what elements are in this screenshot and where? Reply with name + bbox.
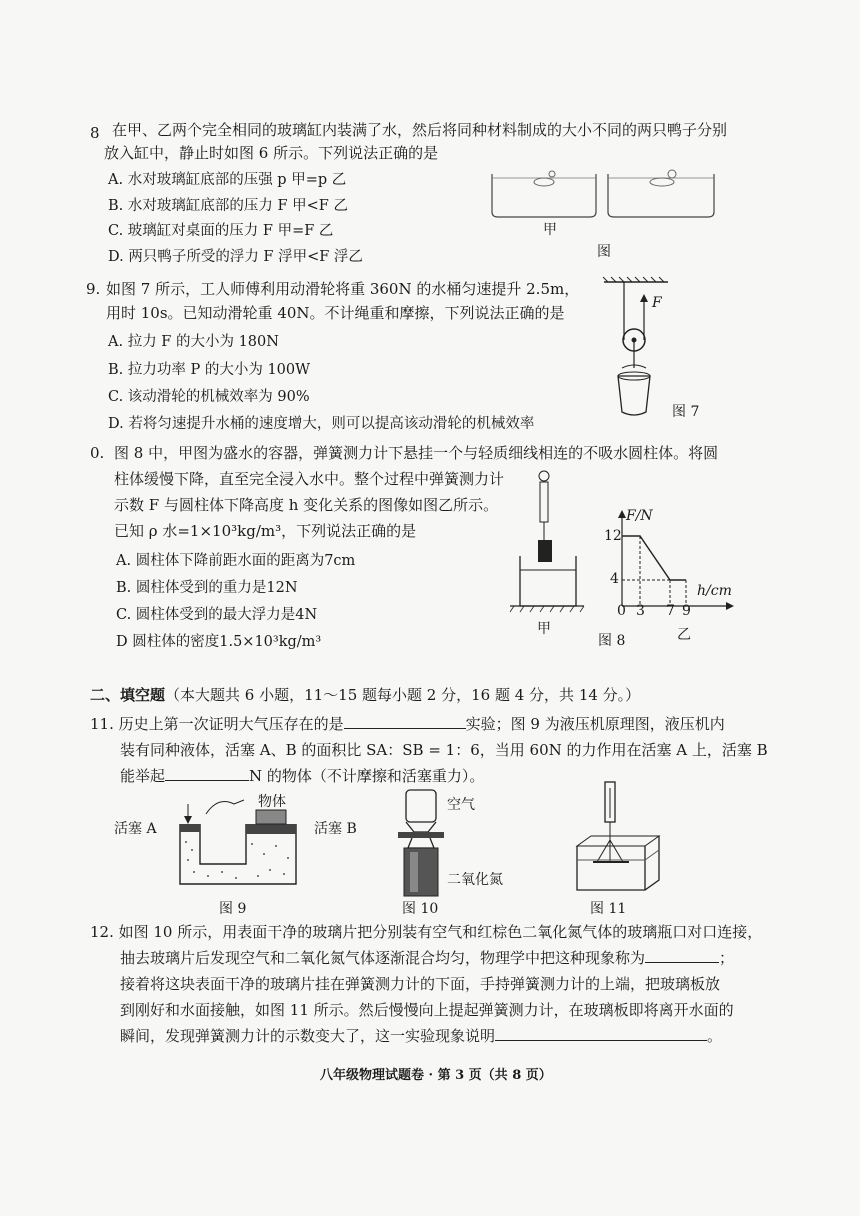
graph-x-tick-7: 7 [666,603,675,619]
q9-option-d: D. 若将匀速提升水桶的速度增大，则可以提高该动滑轮的机械效率 [108,416,535,432]
q8-number: 8 [90,124,100,142]
graph-x-axis-label: h/cm [697,583,732,599]
figure-9-piston-a-label: 活塞 A [114,821,157,837]
q12-line5-b: 。 [707,1027,723,1045]
q9-option-c: C. 该动滑轮的机械效率为 90% [108,389,310,405]
q9-stem-line2: 用时 10s。已知动滑轮重 40N。不计绳重和摩擦，下列说法正确的是 [106,304,565,322]
figure-11-spring-scale [575,778,665,896]
q10-stem-line4: 已知 ρ 水=1×10³kg/m³，下列说法正确的是 [114,522,417,540]
q8-option-c: C. 玻璃缸对桌面的压力 F 甲=F 乙 [108,223,334,239]
figure-10-caption: 图 10 [402,901,439,917]
figure-8-caption: 图 8 [598,633,626,649]
section-2-note: （本大题共 6 小题，11～15 题每小题 2 分，16 题 4 分，共 14 分。） [165,686,641,704]
q10-option-b: B. 圆柱体受到的重力是12N [116,580,298,596]
q8-stem-line2: 放入缸中，静止时如图 6 所示。下列说法正确的是 [104,144,439,162]
q8-option-d: D. 两只鸭子所受的浮力 F 浮甲<F 浮乙 [108,249,363,265]
q12-line5-a: 瞬间，发现弹簧测力计的示数变大了，这一实验现象说明 [120,1027,496,1045]
figure-6-caption: 图 [597,244,611,260]
q12-line3: 接着将这块表面干净的玻璃片挂在弹簧测力计的下面，手持弹簧测力计的上端，把玻璃板放 [120,975,721,993]
graph-y-tick-4: 4 [610,571,619,587]
q11-line1-a: 11. 历史上第一次证明大气压存在的是 [90,715,344,733]
q9-option-a: A. 拉力 F 的大小为 180N [108,334,279,350]
figure-11-caption: 图 11 [590,901,627,917]
q10-option-a: A. 圆柱体下降前距水面的距离为7cm [116,553,356,569]
q12-blank-2[interactable] [495,1026,707,1041]
q11-blank-2[interactable] [165,766,249,781]
q11-line3 [120,766,484,786]
page-footer: 八年级物理试题卷 · 第 3 页（共 8 页） [320,1068,552,1083]
figure-9-object-label: 物体 [258,794,286,810]
q12-line2 [120,948,734,968]
figure-6-left-label: 甲 [543,222,557,238]
figure-6-tanks [486,160,726,220]
figure-10-gas-label: 二氧化氮 [447,872,503,888]
graph-y-axis-label: F/N [626,508,653,524]
q10-stem-line1: 图 8 中，甲图为盛水的容器，弹簧测力计下悬挂一个与轻质细线相连的不吸水圆柱体。将圆 [114,444,719,462]
q8-stem-line1: 在甲、乙两个完全相同的玻璃缸内装满了水，然后将同种材料制成的大小不同的两只鸭子分别 [112,121,728,139]
figure-9-caption: 图 9 [219,901,247,917]
q10-option-d: D 圆柱体的密度1.5×10³kg/m³ [116,634,322,650]
q12-line2-b: ； [719,949,735,967]
q10-option-c: C. 圆柱体受到的最大浮力是4N [116,607,318,623]
q12-blank-1[interactable] [645,948,719,963]
graph-sub-label: 乙 [677,627,691,643]
q12-line4: 到刚好和水面接触，如图 11 所示。然后慢慢向上提起弹簧测力计，在玻璃板即将离开水面的 [120,1001,734,1019]
q11-line1-b: 实验；图 9 为液压机原理图，液压机内 [465,715,725,733]
figure-8-left-label: 甲 [537,621,551,637]
q9-number: 9. [86,280,101,298]
q11-line2: 装有同种液体，活塞 A、B 的面积比 SA：SB = 1：6，当用 60N 的力作用在活塞 A 上，活塞 B [120,741,768,759]
graph-x-tick-9: 9 [682,603,691,619]
q8-option-a: A. 水对玻璃缸底部的压强 p 甲=p 乙 [108,172,347,188]
figure-8-container [506,466,586,616]
q10-number: 0. [90,444,105,462]
graph-x-tick-0: 0 [617,603,626,619]
figure-9-piston-b-label: 活塞 B [314,821,357,837]
figure-7-force-label: F [652,295,662,311]
q12-line2-a: 抽去玻璃片后发现空气和二氧化氮气体逐渐混合均匀，物理学中把这种现象称为 [120,949,646,967]
section-2-title: 二、填空题 [90,686,166,704]
q12-line5 [120,1026,722,1046]
q10-stem-line2: 柱体缓慢下降，直至完全浸入水中。整个过程中弹簧测力计 [114,470,505,488]
figure-7-caption: 图 7 [672,404,700,420]
q11-blank-1[interactable] [344,714,466,729]
graph-x-tick-3: 3 [636,603,645,619]
q9-stem-line1: 如图 7 所示，工人师傅利用动滑轮将重 360N 的水桶匀速提升 2.5m， [106,280,580,298]
section-2-header [90,684,640,705]
figure-10-air-label: 空气 [447,797,475,813]
q11-line3-b: N 的物体（不计摩擦和活塞重力）。 [249,767,485,785]
q11-line3-a: 能举起 [120,767,166,785]
q12-line1: 12. 如图 10 所示，用表面干净的玻璃片把分别装有空气和红棕色二氧化氮气体的玻璃瓶口对口连接， [90,923,763,941]
graph-y-tick-12: 12 [604,528,622,544]
q10-stem-line3: 示数 F 与圆柱体下降高度 h 变化关系的图像如图乙所示。 [114,496,499,514]
q9-option-b: B. 拉力功率 P 的大小为 100W [108,362,311,378]
q11-line1 [90,714,725,734]
figure-10-gas-bottles [392,786,452,901]
q8-option-b: B. 水对玻璃缸底部的压力 F 甲<F 乙 [108,198,348,214]
